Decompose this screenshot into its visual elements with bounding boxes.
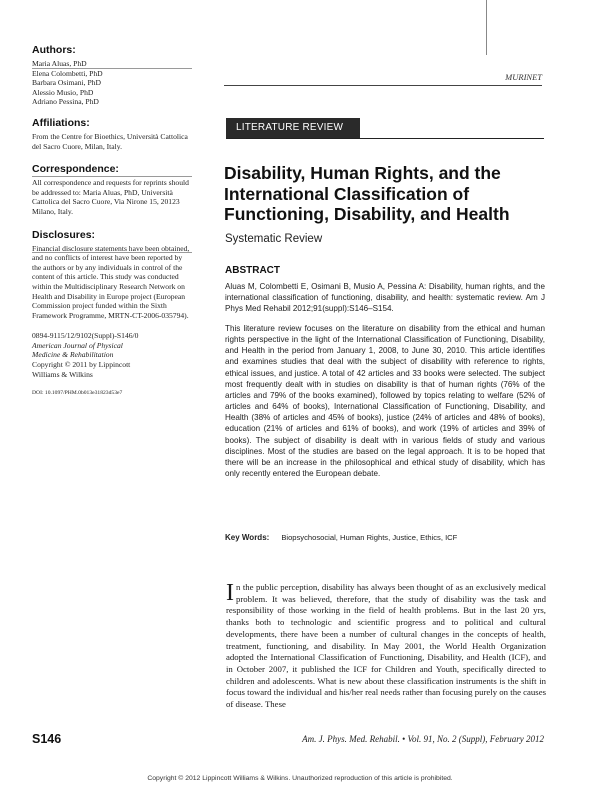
author-name: Barbara Osimani, PhD: [32, 78, 101, 88]
body-paragraph: n the public perception, disability has always been thought of as an exclusively medical problem. It was believed, therefore, that the study of disability was the task and responsibility of those working in the field of health problems. But in the last 20 yrs, thanks both to technologic and scientific progress and to political and cultural developments, there have been a number of cultural changes in the concepts of health, treatment, functioning, and disability. In May 2001, the World Health Organization adopted the International Classification of Functioning, Disability, and Health (ICF), and in October 2007, it published the ICF for Children and Youth, specifically directed to children and adolescents. What is new about these classification instruments is the shift in focus toward the individual and his/her real needs rather than focusing purely on the causes of disease. These: [226, 582, 546, 710]
disclosures-heading: Disclosures:: [32, 228, 96, 241]
copyright-line: Copyright © 2011 by Lippincott: [32, 360, 131, 370]
citation: Aluas M, Colombetti E, Osimani B, Musio A, Pessina A: Disability, human rights, and the international classification of functioning, disability, and health: systematic review. Am J Phys Med Rehabil 2012;91(suppl):S146–S154.: [225, 282, 545, 313]
body-text: [226, 582, 546, 711]
correspondence-heading: Correspondence:: [32, 163, 119, 176]
header-rule: [224, 85, 542, 86]
divider: [32, 252, 192, 253]
issn: 0894-9115/12/9102(Suppl)-S146/0: [32, 331, 139, 341]
author-info-sidebar: [32, 44, 192, 399]
drop-cap: I: [226, 580, 234, 606]
page-number: S146: [32, 732, 62, 746]
correspondence-text: All correspondence and requests for reprints should be addressed to: Maria Aluas, PhD, Università Cattolica del Sacro Cuore, Via Nirone 15, 20123 Milano, Italy.: [32, 178, 189, 216]
keywords: [225, 533, 545, 542]
disclosures-text: Financial disclosure statements have been obtained, and no conflicts of interest have been reported by the authors or by any individuals in control of the content of this article. This study was conducted within the Multidisciplinary Research Network on Health and Disability in Europe project (European Commission project funded within the Sixth Framework Programme, MRTN-CT-2006-035794).: [32, 243, 190, 320]
affiliations-text: From the Centre for Bioethics, Università Cattolica del Sacro Cuore, Milan, Italy.: [32, 131, 188, 151]
section-banner: LITERATURE REVIEW: [226, 118, 360, 138]
publication-info: [32, 331, 192, 379]
author-name: Maria Aluas, PhD: [32, 59, 87, 68]
journal-name-line: Medicine & Rehabilitation: [32, 350, 114, 360]
abstract-text: This literature review focuses on the literature on disability from the ethical and human rights perspective in the light of the International Classification of Functioning, Disability, and Health in the period from January 1, 2008, to June 30, 2010. This article identifies and examines studies that deal with the subject of disability with reference to rights, ethical issues, and justice. A total of 42 articles and 33 books were selected. The subject most frequently dealt with in studies on disability is that of human rights (76% of the articles and 79% of the books examined), followed by topics relating to welfare (52% of articles and 64% of books), International Classification of Functioning, Disability, and Health (38% of articles and 45% of books), justice (24% of articles and 48% of books), education (21% of articles and 61% of books), and work (19% of articles and 39% of books). The subject of disability is dealt with in various fields of study and various disciplines. Most of the studies are based on the legal approach. It is to be hoped that there will be an increase in the philosophical and ethical study of disability, which has only recently entered the European debate.: [225, 324, 545, 479]
keywords-label: Key Words:: [225, 533, 270, 542]
author-name: Alessio Musio, PhD: [32, 87, 94, 97]
authors-list: [32, 59, 192, 107]
article-subtitle: Systematic Review: [225, 233, 323, 245]
article-title: Disability, Human Rights, and the International Classification of Functioning, Disability, and Health: [224, 163, 510, 224]
keywords-list: Biopsychosocial, Human Rights, Justice, Ethics, ICF: [281, 533, 458, 542]
authors-heading: Authors:: [32, 44, 76, 56]
journal-reference: [302, 734, 544, 744]
volume-info: Vol. 91, No. 2 (Suppl), February 2012: [407, 734, 544, 744]
header-divider: [486, 0, 487, 55]
bullet-separator: •: [402, 734, 406, 744]
journal-abbrev: Am. J. Phys. Med. Rehabil.: [302, 734, 400, 744]
author-name: Elena Colombetti, PhD: [32, 68, 103, 78]
divider: [32, 68, 192, 69]
copyright-notice: Copyright © 2012 Lippincott Williams & Wilkins. Unauthorized reproduction of this article is prohibited.: [147, 775, 453, 782]
series-label: MURINET: [505, 72, 542, 82]
copyright-line: Williams & Wilkins: [32, 369, 93, 379]
banner-rule: [226, 138, 544, 139]
divider: [32, 176, 192, 177]
abstract-heading: ABSTRACT: [225, 265, 280, 276]
journal-name-line: American Journal of Physical: [32, 340, 123, 350]
author-name: Adriano Pessina, PhD: [32, 97, 99, 107]
doi: DOI: 10.1097/PHM.0b013e31823d53e7: [32, 390, 123, 397]
affiliations-heading: Affiliations:: [32, 116, 90, 129]
